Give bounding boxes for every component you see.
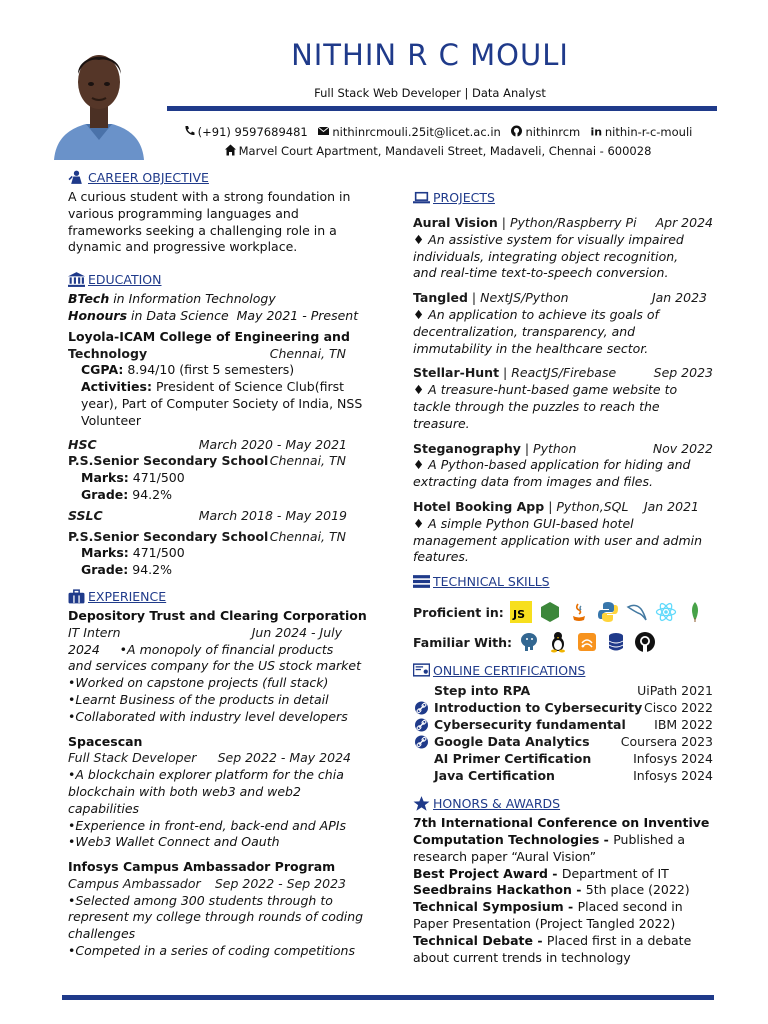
- honors-list: 7th International Conference on Inventive Computation Technologies - Published a research paper “Aural Vision” Best Project Award - Department of IT Seedbrains Hackathon - 5th place (2022) Technical Symposium - Placed second in Paper Presentation (Project Tangled 2022) Technical Debate - Placed first in a debate about current trends in technology: [413, 815, 710, 965]
- sslc-row: SSLC March 2018 - May 2019: [68, 507, 347, 523]
- nodejs-icon: [539, 601, 561, 623]
- react-icon: [655, 601, 677, 623]
- familiar-row: Familiar With:: [413, 629, 713, 655]
- cgpa: CGPA: 8.94/10 (first 5 semesters): [81, 362, 295, 378]
- briefcase-icon: [68, 589, 85, 604]
- link-icon: [413, 701, 430, 715]
- education-heading: EDUCATION: [68, 272, 368, 287]
- skills-heading: TECHNICAL SKILLS: [413, 574, 713, 589]
- github-icon: [510, 125, 523, 137]
- proficient-row: Proficient in: JS: [413, 599, 713, 625]
- header-divider: [167, 106, 717, 111]
- projects-heading: PROJECTS: [413, 190, 713, 205]
- certifications-heading: ONLINE CERTIFICATIONS: [413, 663, 713, 678]
- hsc-grade: Grade: 94.2%: [81, 486, 172, 502]
- job-dtcc: Depository Trust and Clearing Corporation IT Intern Jun 2024 - July 2024 •A monopoly of financial products and services company for the US stock market •Worked on capstone projects (full stack) •Learnt Business of the products in detail •Collaborated with industry level developers: [68, 607, 367, 724]
- honors-heading: HONORS & AWARDS: [413, 796, 713, 811]
- activities: Activities: President of Science Club(first year), Part of Computer Society of India, NSS Volunteer: [81, 379, 363, 428]
- institution-icon: [68, 272, 85, 287]
- degree-honours: Honours in Data Science May 2021 - Present: [68, 307, 359, 323]
- certification-list: [413, 682, 713, 784]
- contact-line-1: [150, 123, 725, 142]
- project-aural-vision: Aural Vision | Python/Raspberry Pi Apr 2024 ♦ An assistive system for visually impaired individuals, integrating object recognition, and real-time text-to-speech conversion.: [413, 215, 713, 281]
- sslc-marks: Marks: 471/500: [81, 545, 185, 561]
- linkedin-icon: [590, 125, 603, 137]
- candidate-name: NITHIN R C MOULI: [291, 38, 569, 72]
- link-icon: [413, 718, 430, 732]
- college-name: Loyola-ICAM College of Engineering and: [68, 328, 350, 344]
- hsc-school-row: P.S.Senior Secondary School Chennai, TN: [68, 453, 346, 469]
- hsc-marks: Marks: 471/500: [81, 470, 185, 486]
- server-icon: [413, 574, 430, 589]
- linux-icon: [547, 631, 569, 653]
- candidate-tagline: Full Stack Web Developer | Data Analyst: [314, 86, 546, 100]
- career-icon: [68, 170, 85, 185]
- career-objective-heading: CAREER OBJECTIVE: [68, 170, 368, 185]
- address: Marvel Court Apartment, Mandaveli Street, Madaveli, Chennai - 600028: [238, 144, 652, 158]
- sslc-school-row: P.S.Senior Secondary School Chennai, TN: [68, 528, 346, 544]
- home-icon: [224, 144, 237, 156]
- phone-icon: [183, 125, 196, 137]
- profile-photo: [46, 36, 152, 160]
- javascript-icon: [510, 601, 532, 623]
- linkedin-link[interactable]: nithin-r-c-mouli: [604, 125, 693, 139]
- job-spacescan: Spacescan Full Stack Developer Sep 2022 - May 2024 •A blockchain explorer platform for the chia blockchain with both web3 and web2 capabilities •Experience in front-end, back-end and APIs •Web3 Wallet Connect and Oauth: [68, 733, 351, 850]
- cert-java: Java Certification Infosys 2024: [434, 768, 713, 784]
- link-icon: [413, 735, 430, 749]
- email-icon: [317, 125, 330, 137]
- right-column: [413, 190, 713, 966]
- database-icon: [605, 631, 627, 653]
- left-column: [68, 170, 368, 960]
- svg-text:in: in: [590, 125, 602, 137]
- email-link[interactable]: nithinrcmouli.25it@licet.ac.in: [332, 125, 501, 139]
- certificate-icon: [413, 663, 430, 678]
- footer-divider: [62, 995, 714, 1000]
- project-steganography: Steganography | Python Nov 2022 ♦ A Python-based application for hiding and extracting data from images and files.: [413, 440, 713, 490]
- hsc-row: HSC March 2020 - May 2021: [68, 436, 347, 452]
- cert-ai-primer: AI Primer Certification Infosys 2024: [434, 751, 713, 767]
- phone-number[interactable]: (+91) 9597689481: [197, 125, 308, 139]
- job-infosys: Infosys Campus Ambassador Program Campus Ambassador Sep 2022 - Sep 2023 •Selected among 300 students through to represent my college through rounds of coding challenges •Competed in a series of coding competitions: [68, 859, 364, 959]
- contact-line-2: [150, 142, 725, 161]
- postgresql-icon: [518, 631, 540, 653]
- python-icon: [597, 601, 619, 623]
- cert-cybersecurity-fundamental[interactable]: Cybersecurity fundamental IBM 2022: [413, 716, 713, 733]
- java-icon: [568, 601, 590, 623]
- career-objective-text: A curious student with a strong foundation in various programming languages and frameworks seeking a challenging role in a dynamic and progressive workplace.: [68, 189, 351, 255]
- sslc-grade: Grade: 94.2%: [81, 562, 172, 578]
- contact-block: [150, 123, 725, 161]
- degree-btech: BTech in Information Technology: [68, 291, 276, 307]
- experience-heading: EXPERIENCE: [68, 589, 368, 604]
- mysql-icon: [626, 601, 648, 623]
- project-tangled: Tangled | NextJS/Python Jan 2023 ♦ An application to achieve its goals of decentralization, transparency, and immutability in the healthcare sector.: [413, 290, 707, 356]
- github-logo-icon: [634, 631, 656, 653]
- mongodb-icon: [684, 601, 706, 623]
- cert-google-data-analytics[interactable]: Google Data Analytics Coursera 2023: [413, 733, 713, 750]
- aws-icon: [576, 631, 598, 653]
- project-hotel-booking: Hotel Booking App | Python,SQL Jan 2021 ♦ A simple Python GUI-based hotel management application with user and admin features.: [413, 498, 703, 565]
- svg-text:JS: JS: [512, 608, 525, 622]
- project-stellar-hunt: Stellar-Hunt | ReactJS/Firebase Sep 2023 ♦ A treasure-hunt-based game website to tackle through the puzzles to reach the treasure.: [413, 365, 713, 431]
- cert-cybersecurity-intro[interactable]: Introduction to Cybersecurity Cisco 2022: [413, 699, 713, 716]
- laptop-icon: [413, 190, 430, 205]
- cert-rpa: Step into RPA UiPath 2021: [434, 683, 713, 699]
- college-row: Technology Chennai, TN: [68, 345, 346, 361]
- star-icon: [413, 796, 430, 811]
- github-link[interactable]: nithinrcm: [525, 125, 581, 139]
